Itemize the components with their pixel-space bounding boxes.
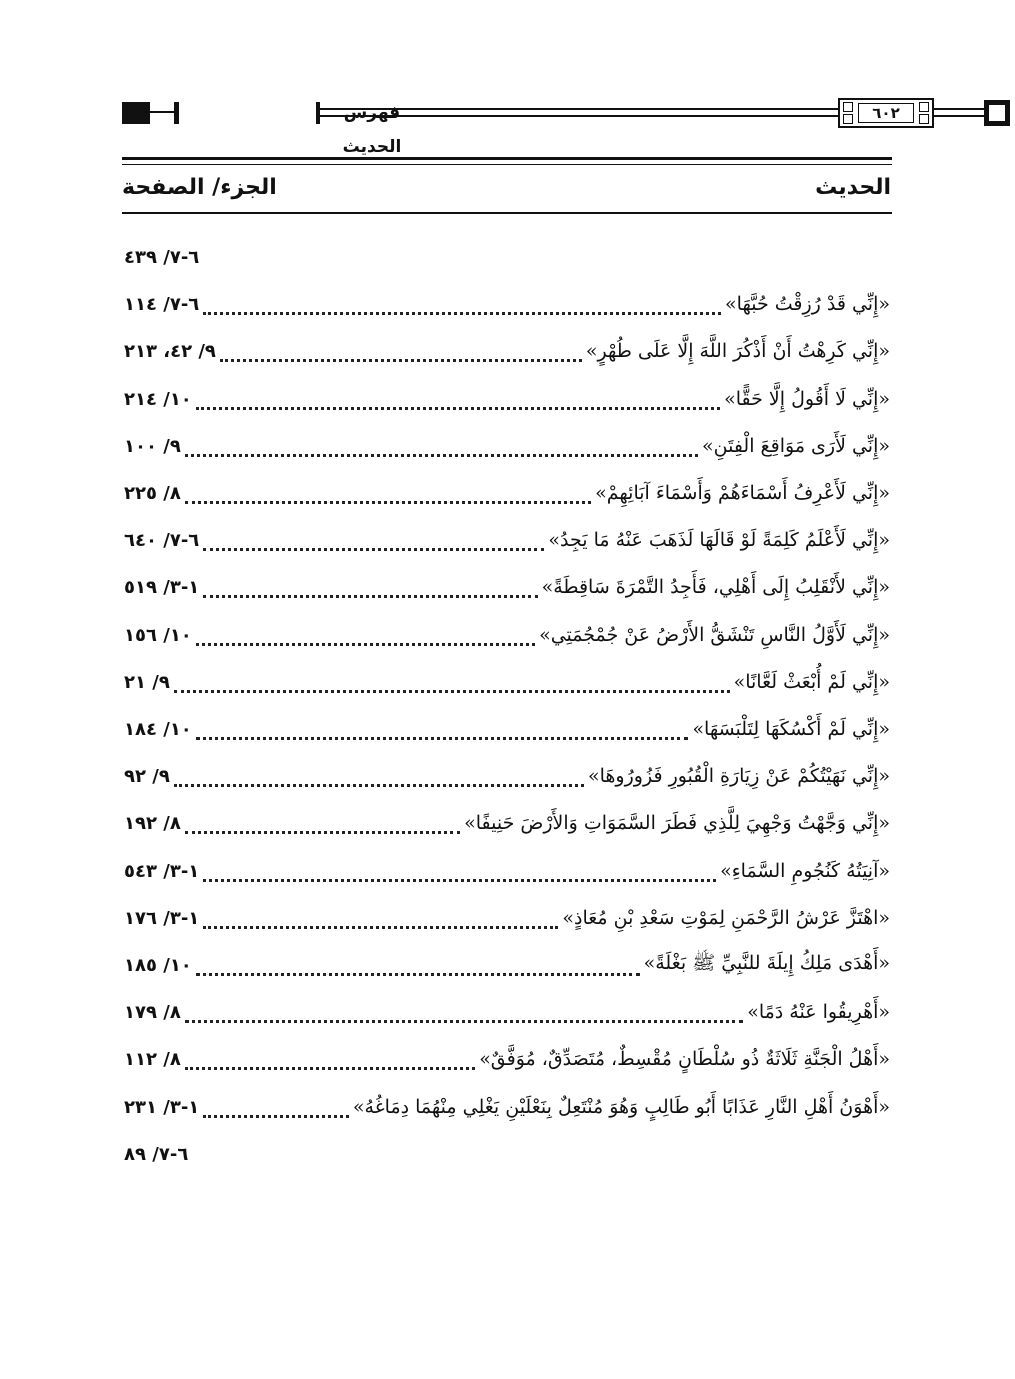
index-entry xyxy=(124,662,890,702)
hadith-text: «أَهْلُ الْجَنَّةِ ثَلَاثَةٌ ذُو سُلْطَانٍ مُقْسِطٌ، مُتَصَدِّقٌ، مُوَفَّقٌ» xyxy=(479,1048,890,1070)
header-rule-right-top xyxy=(934,108,984,110)
header-rule-bottom xyxy=(320,115,838,117)
hadith-text: «إِنِّي لَمْ أُبْعَثْ لَعَّانًا» xyxy=(733,671,890,693)
index-entry xyxy=(124,379,890,419)
index-entry xyxy=(124,1039,890,1079)
dot-leader xyxy=(174,676,730,693)
index-entry xyxy=(124,945,890,985)
dot-leader xyxy=(196,723,689,740)
frame-fret-tl xyxy=(843,102,853,112)
hadith-text: «اهْتَزَّ عَرْشُ الرَّحْمَنِ لِمَوْتِ سَعْدِ بْنِ مُعَاذٍ» xyxy=(562,907,890,929)
column-header-rule-under xyxy=(122,212,892,214)
hadith-text: «إِنِّي لَا أَقُولُ إِلَّا حَقًّا» xyxy=(724,388,890,410)
header-ornament-bar xyxy=(174,102,179,124)
volume-page-reference: ١-٣/ ٢٣١ xyxy=(124,1096,200,1118)
header-ornament-bar-2 xyxy=(316,102,320,124)
hadith-text: «إِنِّي لَأَوَّلُ النَّاسِ تَنْشَقُّ الأَرْضُ عَنْ جُمْجُمَتِي» xyxy=(539,624,890,646)
header-ornament-block-left xyxy=(122,102,150,124)
hadith-text: «إِنِّي كَرِهْتُ أَنْ أَذْكُرَ اللَّهَ إِلَّا عَلَى طُهْرٍ» xyxy=(585,340,890,362)
hadith-text: «إِنِّي نَهَيْتُكُمْ عَنْ زِيَارَةِ الْقُبُورِ فَزُورُوهَا» xyxy=(588,765,890,787)
frame-fret-br xyxy=(919,114,929,124)
dot-leader xyxy=(203,581,537,598)
column-header-rule-thin xyxy=(122,164,892,165)
index-entry xyxy=(124,520,890,560)
volume-page-reference: ٩/ ٤٢، ٢١٣ xyxy=(124,340,216,362)
dot-leader xyxy=(203,534,544,551)
hadith-text: «أَهْدَى مَلِكُ إِيلَةَ للنَّبِيِّ ﷺ بَغْلَةً» xyxy=(643,952,890,974)
dot-leader xyxy=(203,912,558,929)
dot-leader xyxy=(174,770,584,787)
volume-page-reference: ٩/ ٩٢ xyxy=(124,765,170,787)
dot-leader xyxy=(196,959,640,976)
volume-page-reference: ٩/ ٢١ xyxy=(124,671,170,693)
index-entry xyxy=(124,237,890,277)
hadith-text: «أَهْرِيقُوا عَنْهُ دَمًا» xyxy=(747,1001,890,1023)
volume-page-reference: ١٠/ ١٥٦ xyxy=(124,624,192,646)
index-entry xyxy=(124,898,890,938)
volume-page-reference: ٩/ ١٠٠ xyxy=(124,435,181,457)
index-entry xyxy=(124,473,890,513)
volume-page-reference: ٦-٧/ ٦٤٠ xyxy=(124,529,200,551)
index-entry xyxy=(124,992,890,1032)
running-header xyxy=(122,96,900,157)
dot-leader xyxy=(185,1006,743,1023)
hadith-text: «إِنِّي لَأَعْرِفُ أَسْمَاءَهُمْ وَأَسْمَاءَ آبَائِهِمْ» xyxy=(595,482,890,504)
volume-page-reference: ٦-٧/ ٤٣٩ xyxy=(124,246,200,268)
volume-page-reference: ١-٣/ ٥٤٣ xyxy=(124,860,200,882)
header-rule-left-short xyxy=(150,111,174,113)
page-number-frame xyxy=(838,98,934,128)
header-ornament-square xyxy=(984,100,1010,126)
frame-fret-bl xyxy=(843,114,853,124)
column-header-rule-thick xyxy=(122,157,892,160)
volume-page-reference: ٦-٧/ ١١٤ xyxy=(124,293,200,315)
hadith-text: «إِنِّي لَأَرَى مَوَاقِعَ الْفِتَنِ» xyxy=(702,435,890,457)
index-entry xyxy=(124,331,890,371)
volume-page-reference: ٨/ ١٩٢ xyxy=(124,812,181,834)
running-title: فهرس الحديث xyxy=(312,96,432,130)
volume-page-reference: ١٠/ ١٨٥ xyxy=(124,954,192,976)
frame-fret-tr xyxy=(919,102,929,112)
page-number: ٦٠٢ xyxy=(858,103,914,123)
volume-page-reference: ١-٣/ ٥١٩ xyxy=(124,576,200,598)
index-entry xyxy=(124,851,890,891)
hadith-text: «إِنِّي لَأَعْلَمُ كَلِمَةً لَوْ قَالَهَا لَذَهَبَ عَنْهُ مَا يَجِدُ» xyxy=(548,529,890,551)
dot-leader xyxy=(185,487,591,504)
index-entry xyxy=(124,567,890,607)
hadith-text: «إِنِّي لَمْ أَكْسُكَهَا لِتَلْبَسَهَا» xyxy=(692,718,890,740)
volume-page-reference: ١٠/ ٢١٤ xyxy=(124,388,192,410)
dot-leader xyxy=(196,393,720,410)
hadith-text: «أَهْوَنُ أَهْلِ النَّارِ عَذَابًا أَبُو طَالِبٍ وَهُوَ مُنْتَعِلٌ بِنَعْلَيْنِ يَغْلِي مِنْهُمَا دِمَاغُهُ» xyxy=(352,1096,890,1118)
hadith-text: «إِنِّي لأَنْقَلِبُ إِلَى أَهْلِي، فَأَجِدُ التَّمْرَةَ سَاقِطَةً» xyxy=(541,576,890,598)
index-entry xyxy=(124,426,890,466)
volume-page-reference: ٨/ ٢٢٥ xyxy=(124,482,181,504)
index-entry xyxy=(124,284,890,324)
volume-page-reference: ٦-٧/ ٨٩ xyxy=(124,1143,189,1165)
column-heading-volume-page: الجزء/ الصفحة xyxy=(122,175,277,200)
hadith-text: «إِنِّي قَدْ رُزِقْتُ حُبَّهَا» xyxy=(725,293,890,315)
index-entry xyxy=(124,803,890,843)
dot-leader xyxy=(203,1101,349,1118)
index-entry xyxy=(124,709,890,749)
index-entry xyxy=(124,1087,890,1127)
dot-leader xyxy=(185,1053,475,1070)
dot-leader xyxy=(196,629,535,646)
volume-page-reference: ١-٣/ ١٧٦ xyxy=(124,907,200,929)
volume-page-reference: ١٠/ ١٨٤ xyxy=(124,718,192,740)
volume-page-reference: ٨/ ١٧٩ xyxy=(124,1001,181,1023)
hadith-text: «آنِيَتُهُ كَنُجُومِ السَّمَاءِ» xyxy=(720,860,890,882)
header-rule-right-bottom xyxy=(934,115,984,117)
header-rule-top xyxy=(320,108,838,110)
dot-leader xyxy=(203,298,721,315)
dot-leader xyxy=(220,345,582,362)
dot-leader xyxy=(185,817,460,834)
dot-leader xyxy=(203,865,716,882)
index-entry xyxy=(124,756,890,796)
dot-leader xyxy=(185,440,698,457)
column-heading-hadith: الحديث xyxy=(815,175,891,200)
hadith-text: «إِنِّي وَجَّهْتُ وَجْهِيَ لِلَّذِي فَطَرَ السَّمَوَاتِ وَالأَرْضَ حَنِيفًا» xyxy=(464,812,890,834)
volume-page-reference: ٨/ ١١٢ xyxy=(124,1048,181,1070)
index-entry xyxy=(124,615,890,655)
index-entry xyxy=(124,1134,890,1174)
